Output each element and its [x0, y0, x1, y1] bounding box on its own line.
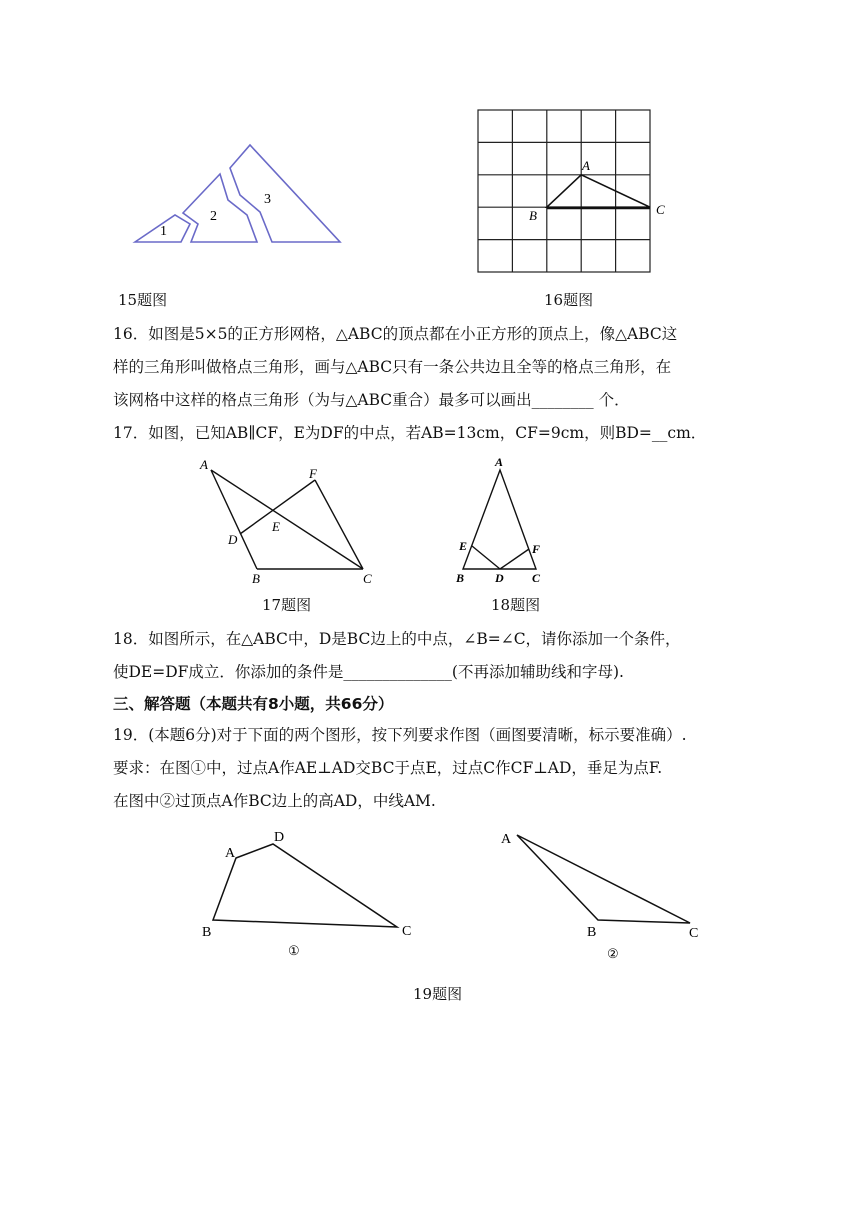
fig15-label-1: 1	[160, 224, 167, 239]
q16-line-3: 该网格中这样的格点三角形（为与△ABC重合）最多可以画出________ 个．	[113, 391, 630, 409]
q17-line-1: 17．如图，已知AB∥CF，E为DF的中点，若AB=13cm，CF=9cm，则BD=__cm．	[113, 424, 707, 442]
q19-line-3: 在图中②过顶点A作BC边上的高AD，中线AM.	[113, 792, 436, 810]
figure-19-1	[195, 825, 425, 965]
fig18-label-b: B	[456, 571, 465, 585]
fig19-caption: 19题图	[413, 985, 463, 1003]
fig17-label-b: B	[252, 571, 260, 586]
fig16-label-b: B	[529, 208, 537, 223]
fig18-label-d: D	[495, 571, 504, 585]
fig15-piece-3	[230, 145, 340, 242]
q18-line-1: 18．如图所示，在△ABC中，D是BC边上的中点，∠B=∠C，请你添加一个条件，	[113, 630, 681, 648]
fig19a-label-a: A	[225, 846, 236, 861]
fig15-caption: 15题图	[118, 291, 168, 309]
fig17-caption: 17题图	[262, 596, 312, 614]
fig18-label-f: F	[532, 542, 541, 556]
fig19b-label-a: A	[501, 832, 512, 847]
fig19b-label-b: B	[587, 925, 597, 940]
fig17-label-a: A	[200, 457, 208, 472]
fig17-label-e: E	[272, 519, 280, 534]
fig19a-label-d: D	[274, 830, 285, 845]
fig16-triangle-abc	[547, 175, 650, 207]
fig17-label-c: C	[363, 571, 372, 586]
fig18-caption: 18题图	[491, 596, 541, 614]
fig15-piece-2	[183, 174, 257, 242]
fig16-caption: 16题图	[544, 291, 594, 309]
fig15-label-2: 2	[210, 209, 217, 224]
q19-line-2: 要求：在图①中，过点A作AE⊥AD交BC于点E，过点C作CF⊥AD，垂足为点F.	[113, 759, 663, 777]
fig16-label-c: C	[656, 202, 665, 217]
fig19b-marker: ②	[607, 946, 619, 961]
q16-line-1: 16．如图是5×5的正方形网格，△ABC的顶点都在小正方形的顶点上，像△ABC这	[113, 325, 678, 343]
fig15-label-3: 3	[264, 192, 271, 207]
figure-18	[448, 452, 558, 587]
fig19a-marker: ①	[288, 943, 300, 958]
q19-line-1: 19．(本题6分)对于下面的两个图形，按下列要求作图（画图要清晰，标示要准确）.	[113, 726, 687, 744]
fig17-label-f: F	[309, 466, 317, 481]
q16-line-2: 样的三角形叫做格点三角形，画与△ABC只有一条公共边且全等的格点三角形，在	[113, 358, 672, 376]
figure-15	[130, 140, 345, 250]
figure-17	[195, 452, 385, 587]
fig19b-label-c: C	[689, 926, 699, 941]
fig17-label-d: D	[228, 532, 238, 547]
figure-19-2	[495, 825, 715, 965]
q18-line-2: 使DE=DF成立．你添加的条件是______________(不再添加辅助线和字母).	[113, 663, 624, 681]
fig16-label-a: A	[582, 158, 590, 173]
fig18-label-e: E	[459, 539, 468, 553]
figure-16	[470, 104, 680, 278]
fig18-label-c: C	[532, 571, 541, 585]
fig18-label-a: A	[495, 455, 504, 469]
fig19a-label-b: B	[202, 925, 212, 940]
section-title: 三、解答题（本题共有8小题，共66分）	[113, 695, 394, 713]
fig19a-label-c: C	[402, 924, 412, 939]
